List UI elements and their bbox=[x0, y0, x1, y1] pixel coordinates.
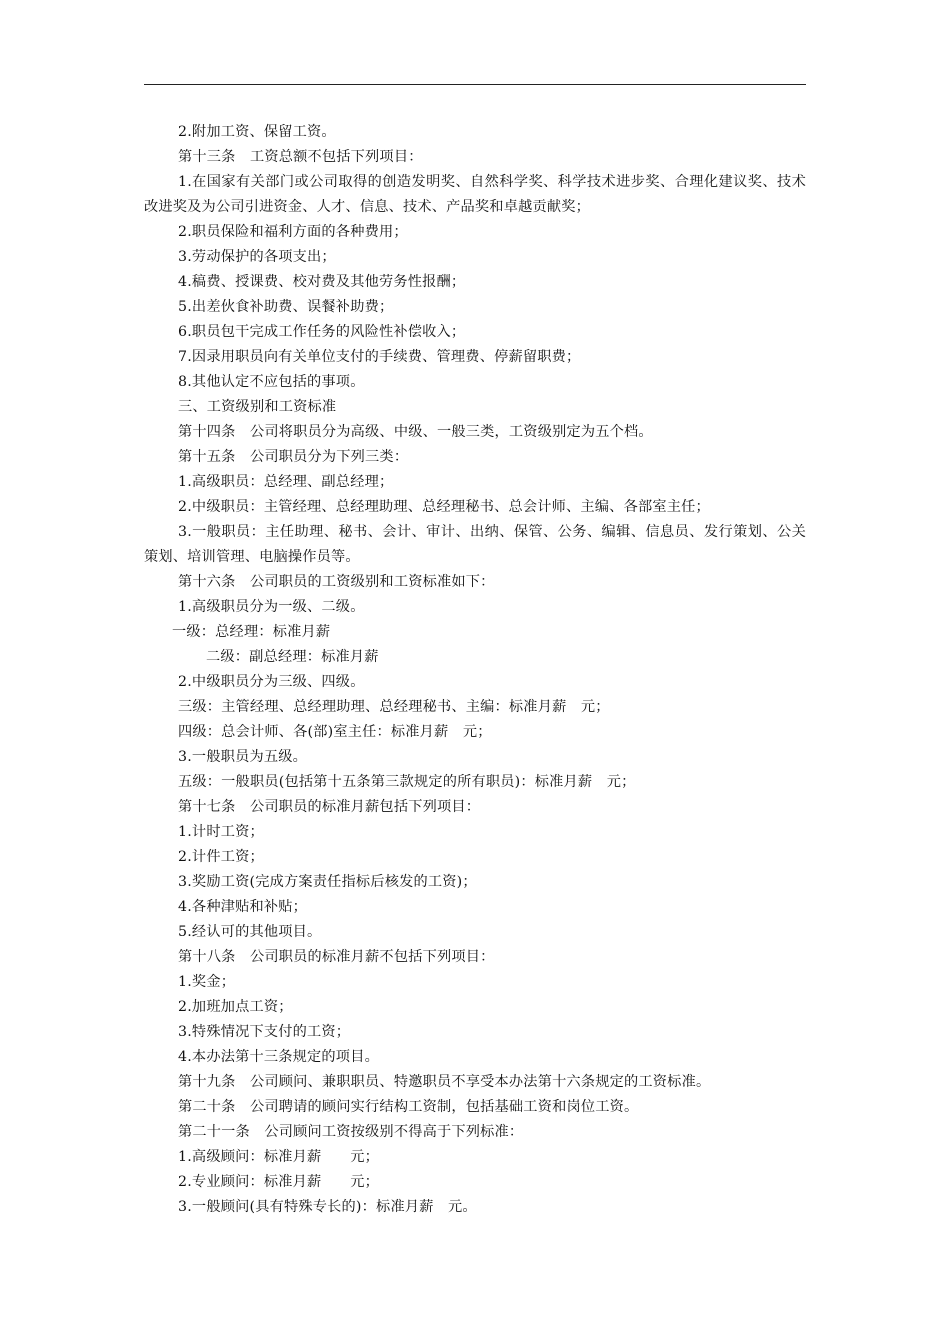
text-line: 2.中级职员分为三级、四级。 bbox=[178, 674, 365, 690]
text-line: 2.计件工资； bbox=[178, 849, 264, 865]
text-line: 3.一般职员：主任助理、秘书、会计、审计、出纳、保管、公务、编辑、信息员、发行策划、公关策划、培训管理、电脑操作员等。 bbox=[144, 524, 806, 565]
text-line: 二级：副总经理：标准月薪 bbox=[206, 649, 379, 665]
text-line: 第十九条 公司顾问、兼职职员、特邀职员不享受本办法第十六条规定的工资标准。 bbox=[178, 1074, 711, 1090]
text-line: 3.一般顾问(具有特殊专长的)：标准月薪 元。 bbox=[178, 1199, 477, 1215]
text-line: 5.出差伙食补助费、误餐补助费； bbox=[178, 299, 394, 315]
text-line: 一级：总经理：标准月薪 bbox=[172, 624, 331, 640]
text-line: 五级：一般职员(包括第十五条第三款规定的所有职员)：标准月薪 元； bbox=[178, 774, 636, 790]
text-line: 2.中级职员：主管经理、总经理助理、总经理秘书、总会计师、主编、各部室主任； bbox=[178, 499, 710, 515]
text-line: 2.附加工资、保留工资。 bbox=[178, 124, 336, 140]
text-line: 三、工资级别和工资标准 bbox=[178, 399, 337, 415]
text-line: 4.本办法第十三条规定的项目。 bbox=[178, 1049, 379, 1065]
text-line: 2.职员保险和福利方面的各种费用； bbox=[178, 224, 408, 240]
text-line: 第十五条 公司职员分为下列三类： bbox=[178, 449, 409, 465]
text-line: 3.一般职员为五级。 bbox=[178, 749, 308, 765]
text-line: 第十七条 公司职员的标准月薪包括下列项目： bbox=[178, 799, 481, 815]
text-line: 第十三条 工资总额不包括下列项目： bbox=[178, 149, 423, 165]
text-line: 1.计时工资； bbox=[178, 824, 264, 840]
text-line: 6.职员包干完成工作任务的风险性补偿收入； bbox=[178, 324, 466, 340]
text-line: 7.因录用职员向有关单位支付的手续费、管理费、停薪留职费； bbox=[178, 349, 581, 365]
text-line: 4.各种津贴和补贴； bbox=[178, 899, 308, 915]
text-line: 2.专业顾问：标准月薪 元； bbox=[178, 1174, 379, 1190]
text-line: 第二十一条 公司顾问工资按级别不得高于下列标准： bbox=[178, 1124, 524, 1140]
text-line: 3.劳动保护的各项支出； bbox=[178, 249, 336, 265]
text-line: 1.奖金； bbox=[178, 974, 236, 990]
text-line: 2.加班加点工资； bbox=[178, 999, 293, 1015]
text-line: 1.在国家有关部门或公司取得的创造发明奖、自然科学奖、科学技术进步奖、合理化建议奖、技术改进奖及为公司引进资金、人才、信息、技术、产品奖和卓越贡献奖； bbox=[144, 174, 806, 215]
text-line: 1.高级职员：总经理、副总经理； bbox=[178, 474, 394, 490]
text-line: 4.稿费、授课费、校对费及其他劳务性报酬； bbox=[178, 274, 466, 290]
text-line: 3.奖励工资(完成方案责任指标后核发的工资)； bbox=[178, 874, 477, 890]
text-line: 第二十条 公司聘请的顾问实行结构工资制，包括基础工资和岗位工资。 bbox=[178, 1099, 639, 1115]
text-line: 3.特殊情况下支付的工资； bbox=[178, 1024, 351, 1040]
text-line: 第十八条 公司职员的标准月薪不包括下列项目： bbox=[178, 949, 495, 965]
text-line: 5.经认可的其他项目。 bbox=[178, 924, 322, 940]
document-body bbox=[144, 120, 806, 1220]
text-line: 1.高级顾问：标准月薪 元； bbox=[178, 1149, 379, 1165]
text-line: 三级：主管经理、总经理助理、总经理秘书、主编：标准月薪 元； bbox=[178, 699, 610, 715]
text-line: 第十六条 公司职员的工资级别和工资标准如下： bbox=[178, 574, 495, 590]
text-line: 第十四条 公司将职员分为高级、中级、一般三类，工资级别定为五个档。 bbox=[178, 424, 653, 440]
text-line: 1.高级职员分为一级、二级。 bbox=[178, 599, 365, 615]
text-line: 8.其他认定不应包括的事项。 bbox=[178, 374, 365, 390]
text-line: 四级：总会计师、各(部)室主任：标准月薪 元； bbox=[178, 724, 492, 740]
header-rule bbox=[144, 84, 806, 85]
